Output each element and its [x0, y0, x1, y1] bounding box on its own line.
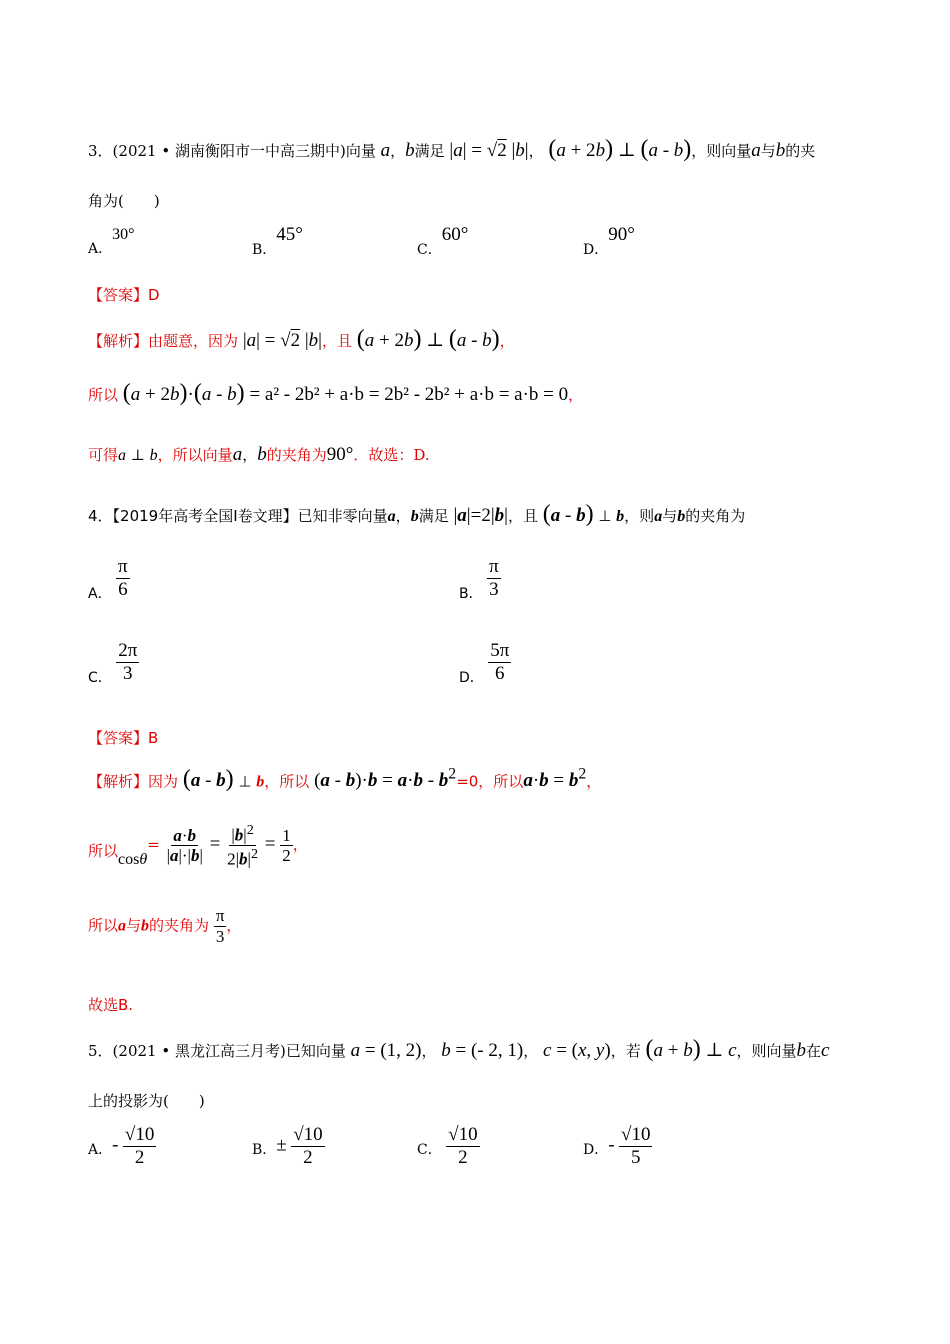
q5-option-a: A．- $\frac{√10}{2}$: [88, 1124, 155, 1168]
q5-option-b: B．± $\frac{√10}{2}$: [252, 1124, 323, 1168]
q3-line2: 角为( ): [88, 192, 160, 210]
q3-analysis-line2: 所以 (a + 2b)·(a - b) = a² - 2b² + a·b = 2b² - 2b² + a·b = a·b = 0，: [88, 380, 584, 406]
q3-analysis-line1: 【解析】由题意，因为 |a| = √2 |b|，且 (a + 2b) ⊥ (a - b)，: [88, 326, 515, 352]
q4-option-a: A． $\frac{\pi}{6}$: [88, 556, 128, 603]
q3-analysis-line3: 可得a ⊥ b，所以向量a，b的夹角为90°．故选：D.: [88, 444, 430, 465]
q5-option-c: C． $\frac{√10}{2}$: [417, 1124, 478, 1168]
q4-analysis-line3: 所以a与b的夹角为 $\frac{\pi}{3}$ ，: [88, 906, 242, 946]
q4-answer: 【答案】B: [88, 729, 159, 747]
q4-line1: 4．【2019年高考全国Ⅰ卷文理】已知非零向量a，b满足 |a|=2|b|，且 (a - b) ⊥ b，则a与b的夹角为: [88, 501, 746, 527]
q4-analysis-line1: 【解析】因为 (a - b) ⊥ b，所以 $(a - b)\cdot b = a\cdot b - b^2=0$，所以$a\cdot b = b^2$，: [88, 766, 602, 793]
q3-option-a: A．30°: [88, 226, 135, 257]
q4-option-c: C． $\frac{2\pi}{3}$: [88, 640, 138, 687]
q3-option-d: D．90°: [583, 224, 635, 258]
q3-answer: 【答案】D: [88, 286, 160, 304]
q4-option-b: B． $\frac{\pi}{3}$: [459, 556, 499, 603]
q4-option-d: D． $\frac{5\pi}{6}$: [459, 640, 510, 687]
q5-line1: 5．(2021 • 黑龙江高三月考)已知向量 a = (1, 2)， b = (- 2, 1)， c = (x, y)，若 (a + b) ⊥ c，则向量b在c: [88, 1036, 830, 1062]
q3-option-c: C．60°: [417, 224, 469, 258]
q3-option-b: B．45°: [252, 224, 303, 258]
q4-analysis-line2: 所以cosθ= $\frac{a\cdot b}{|a|\cdot|b|}$ = $\frac{|b|^2}{2|b|^2}$ = $\frac{1}{2}$ ，: [88, 822, 308, 869]
q4-conclusion: 故选B.: [88, 996, 134, 1014]
q3-line1: 3．(2021 • 湖南衡阳市一中高三期中)向量 a，b满足 |a| = √2 |b|， (a + 2b) ⊥ (a - b)，则向量a与b的夹: [88, 136, 816, 162]
q5-line2: 上的投影为( ): [88, 1092, 205, 1110]
q5-option-d: D．- $\frac{√10}{5}$: [583, 1124, 651, 1168]
